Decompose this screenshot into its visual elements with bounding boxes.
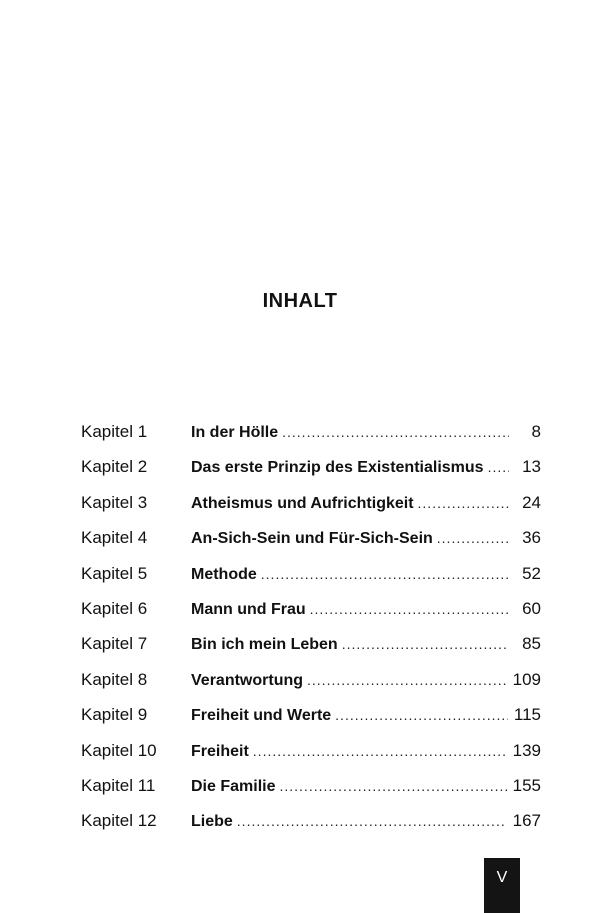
toc-entry <box>81 741 541 776</box>
toc-entry <box>81 457 541 492</box>
dot-leader <box>279 778 506 794</box>
dot-leader <box>237 813 507 829</box>
dot-leader <box>310 601 509 617</box>
dot-leader <box>335 707 508 723</box>
chapter-title: Liebe <box>191 813 233 831</box>
chapter-title: Verantwortung <box>191 671 304 689</box>
toc-entry <box>81 670 541 705</box>
dot-leader <box>488 459 509 475</box>
chapter-label: Kapitel 1 <box>81 422 148 441</box>
page-number: 36 <box>522 528 541 548</box>
page-number: 109 <box>512 669 541 689</box>
page-number: 52 <box>522 563 541 583</box>
toc-entry <box>81 528 541 563</box>
toc-entry <box>81 422 541 457</box>
chapter-title: Freiheit <box>191 742 249 760</box>
chapter-label: Kapitel 6 <box>81 598 148 618</box>
chapter-label: Kapitel 5 <box>81 563 148 583</box>
chapter-label: Kapitel 10 <box>81 740 157 760</box>
chapter-title: Mann und Frau <box>191 600 306 618</box>
page-number: 13 <box>522 457 541 477</box>
chapter-label: Kapitel 8 <box>81 669 148 689</box>
chapter-title: An-Sich-Sein und Für-Sich-Sein <box>191 530 433 548</box>
toc-entry <box>81 705 541 740</box>
chapter-label: Kapitel 3 <box>81 492 148 512</box>
chapter-title: Die Familie <box>191 777 276 795</box>
chapter-title: In der Hölle <box>191 424 279 441</box>
toc-entry <box>81 811 541 846</box>
chapter-title: Bin ich mein Leben <box>191 636 338 654</box>
dot-leader <box>282 424 509 440</box>
chapter-title: Atheismus und Aufrichtigkeit <box>191 494 414 512</box>
dot-leader <box>261 566 509 582</box>
page-title: INHALT <box>262 290 338 312</box>
page-number-marker: V <box>484 858 520 913</box>
chapter-label: Kapitel 11 <box>81 775 156 795</box>
toc-entry <box>81 493 541 528</box>
table-of-contents <box>81 422 541 847</box>
dot-leader <box>437 530 509 546</box>
dot-leader <box>253 743 507 759</box>
page-number: 60 <box>522 598 541 618</box>
chapter-label: Kapitel 2 <box>81 457 148 477</box>
page-number: 115 <box>513 705 541 725</box>
chapter-label: Kapitel 9 <box>81 705 148 725</box>
chapter-title: Das erste Prinzip des Existentialismus <box>191 459 484 477</box>
page-number: 155 <box>512 775 541 795</box>
dot-leader <box>418 495 509 511</box>
dot-leader <box>342 636 509 652</box>
page-number: 139 <box>512 740 541 760</box>
dot-leader <box>307 672 507 688</box>
page-number: 8 <box>531 422 541 441</box>
toc-entry <box>81 634 541 669</box>
page-number: 167 <box>512 811 541 831</box>
toc-entry <box>81 564 541 599</box>
page-number: 24 <box>522 492 541 512</box>
chapter-title: Methode <box>191 565 257 583</box>
chapter-label: Kapitel 12 <box>81 811 157 831</box>
toc-entry <box>81 599 541 634</box>
page-number: 85 <box>522 634 541 654</box>
toc-entry <box>81 776 541 811</box>
chapter-label: Kapitel 7 <box>81 634 148 654</box>
chapter-title: Freiheit und Werte <box>191 707 332 725</box>
chapter-label: Kapitel 4 <box>81 528 148 548</box>
